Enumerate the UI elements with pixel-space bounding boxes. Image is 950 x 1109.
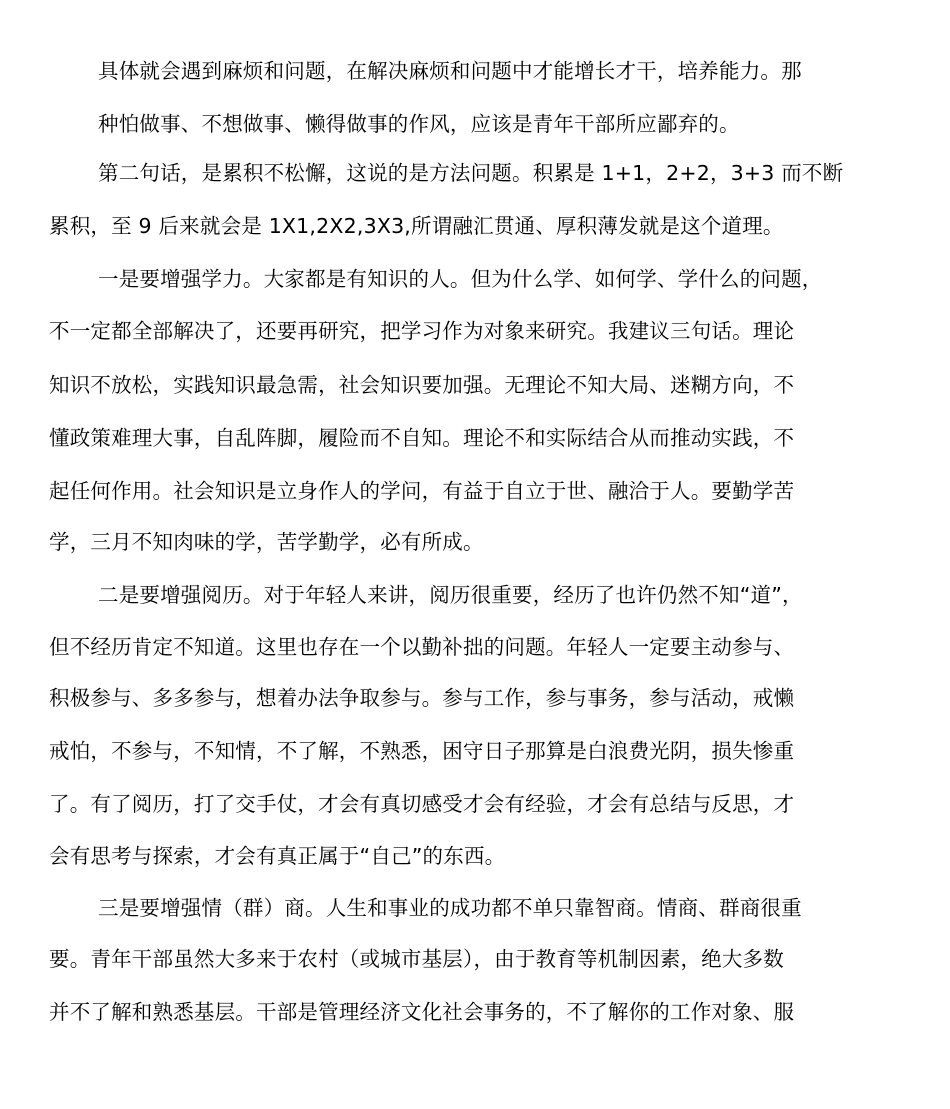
text-line: 起任何作用。社会知识是立身作人的学问，有益于自立于世、融洽于人。要勤学苦: [49, 479, 795, 503]
text-line: 积极参与、多多参与，想着办法争取参与。参与工作，参与事务，参与活动，戒懒: [49, 686, 795, 710]
text-line: 但不经历肯定不知道。这里也存在一个以勤补拙的问题。年轻人一定要主动参与、: [49, 635, 795, 659]
text-line: 一是要增强学力。大家都是有知识的人。但为什么学、如何学、学什么的问题，: [98, 267, 823, 291]
text-line: 会有思考与探索，才会有真正属于“自己”的东西。: [49, 844, 506, 868]
text-line: 并不了解和熟悉基层。干部是管理经济文化社会事务的，不了解你的工作对象、服: [49, 1000, 795, 1024]
text-line: 懂政策难理大事，自乱阵脚，履险而不自知。理论不和实际结合从而推动实践，不: [49, 426, 795, 450]
text-line: 三是要增强情（群）商。人生和事业的成功都不单只靠智商。情商、群商很重: [98, 896, 802, 920]
text-line: 了。有了阅历，打了交手仗，才会有真切感受才会有经验，才会有总结与反思，才: [49, 792, 795, 816]
text-line: 第二句话，是累积不松懈，这说的是方法问题。积累是 1+1，2+2，3+3 而不断: [98, 161, 844, 185]
text-line: 戒怕，不参与，不知情，不了解，不熟悉，困守日子那算是白浪费光阴，损失惨重: [49, 739, 795, 763]
text-line: 种怕做事、不想做事、懒得做事的作风，应该是青年干部所应鄙弃的。: [98, 112, 740, 136]
text-line: 具体就会遇到麻烦和问题，在解决麻烦和问题中才能增长才干，培养能力。那: [98, 59, 802, 83]
text-line: 知识不放松，实践知识最急需，社会知识要加强。无理论不知大局、迷糊方向，不: [49, 373, 795, 397]
text-line: 累积，至 9 后来就会是 1X1,2X2,3X3,所谓融汇贯通、厚积薄发就是这个道理。: [49, 214, 784, 238]
text-line: 不一定都全部解决了，还要再研究，把学习作为对象来研究。我建议三句话。理论: [49, 319, 795, 343]
text-line: 学，三月不知肉味的学，苦学勤学，必有所成。: [49, 530, 484, 554]
text-line: 要。青年干部虽然大多来于农村（或城市基层），由于教育等机制因素，绝大多数: [49, 947, 784, 971]
text-line: 二是要增强阅历。对于年轻人来讲，阅历很重要，经历了也许仍然不知“道”，: [98, 583, 803, 607]
